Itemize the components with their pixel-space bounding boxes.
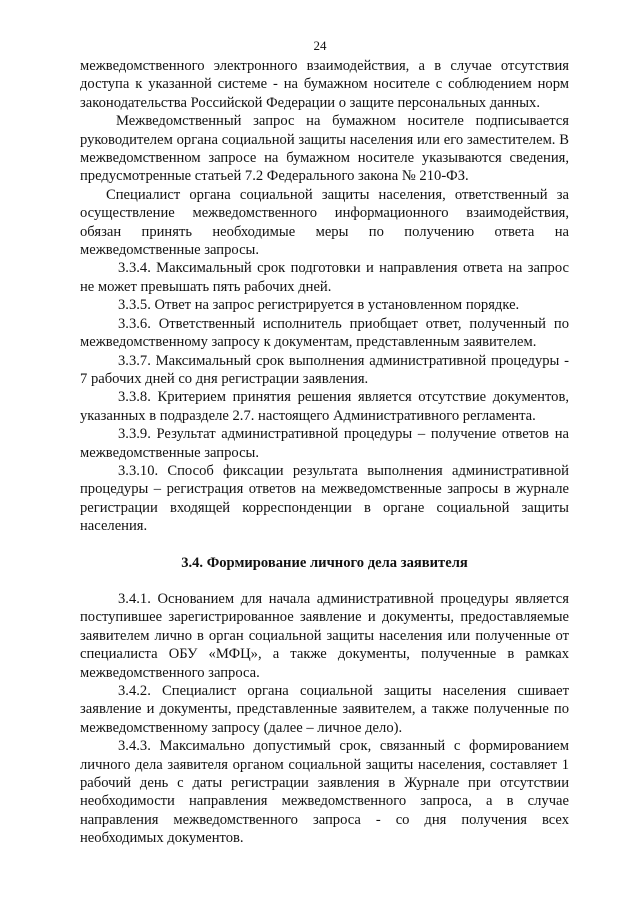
paragraph: 3.4.1. Основанием для начала административной процедуры является поступившее зарегистрированное заявление и документы, предоставляемые заявителем лично в орган социальной защиты населения или полученные от специалиста ОБУ «МФЦ», а также документы, полученные в рамках межведомственного запроса. <box>80 590 569 681</box>
paragraph: 3.3.6. Ответственный исполнитель приобщает ответ, полученный по межведомственному запросу к документам, представленным заявителем. <box>80 315 569 351</box>
paragraph: Межведомственный запрос на бумажном носителе подписывается руководителем органа социальной защиты населения или его заместителем. В межведомственном запросе на бумажном носителе указываются сведения, предусмотренные статьей 7.2 Федерального закона № 210-ФЗ. <box>80 113 569 185</box>
spacer <box>80 536 569 554</box>
paragraph: 3.3.9. Результат административной процедуры – получение ответов на межведомственные запросы. <box>80 426 569 461</box>
page-number: 24 <box>313 38 327 53</box>
paragraph: межведомственного электронного взаимодействия, а в случае отсутствия доступа к указанной системе - на бумажном носителе с соблюдением норм законодательства Российской Федерации о защите персональных данных. <box>80 58 569 111</box>
document-body <box>80 57 569 848</box>
paragraph: 3.3.7. Максимальный срок выполнения административной процедуры - 7 рабочих дней со дня регистрации заявления. <box>80 352 569 387</box>
paragraph: 3.4.2. Специалист органа социальной защиты населения сшивает заявление и документы, представленные заявителем, а также полученные по межведомственному запросу (далее – личное дело). <box>80 683 569 736</box>
paragraph: 3.3.4. Максимальный срок подготовки и направления ответа на запрос не может превышать пять рабочих дней. <box>80 260 569 295</box>
paragraph: 3.3.5. Ответ на запрос регистрируется в установленном порядке. <box>118 297 520 314</box>
paragraph: 3.3.8. Критерием принятия решения является отсутствие документов, указанных в подразделе 2.7. настоящего Административного регламента. <box>80 389 569 424</box>
paragraph: Специалист органа социальной защиты населения, ответственный за осуществление межведомственного информационного взаимодействия, обязан принять необходимые меры по получению ответа на межведомственные запросы. <box>80 186 569 259</box>
spacer <box>80 572 569 590</box>
paragraph: 3.3.10. Способ фиксации результата выполнения административной процедуры – регистрация ответов на межведомственные запросы в журнале регистрации входящей корреспонденции в органе социальной защиты населения. <box>80 462 569 535</box>
paragraph: 3.4.3. Максимально допустимый срок, связанный с формированием личного дела заявителя органом социальной защиты населения, составляет 1 рабочий день с даты регистрации заявления в Журнале при отсутствии необходимости направления межведомственного запроса, а в случае направления межведомственного запроса - со дня получения всех необходимых документов. <box>80 738 569 847</box>
section-heading: 3.4. Формирование личного дела заявителя <box>181 554 468 571</box>
